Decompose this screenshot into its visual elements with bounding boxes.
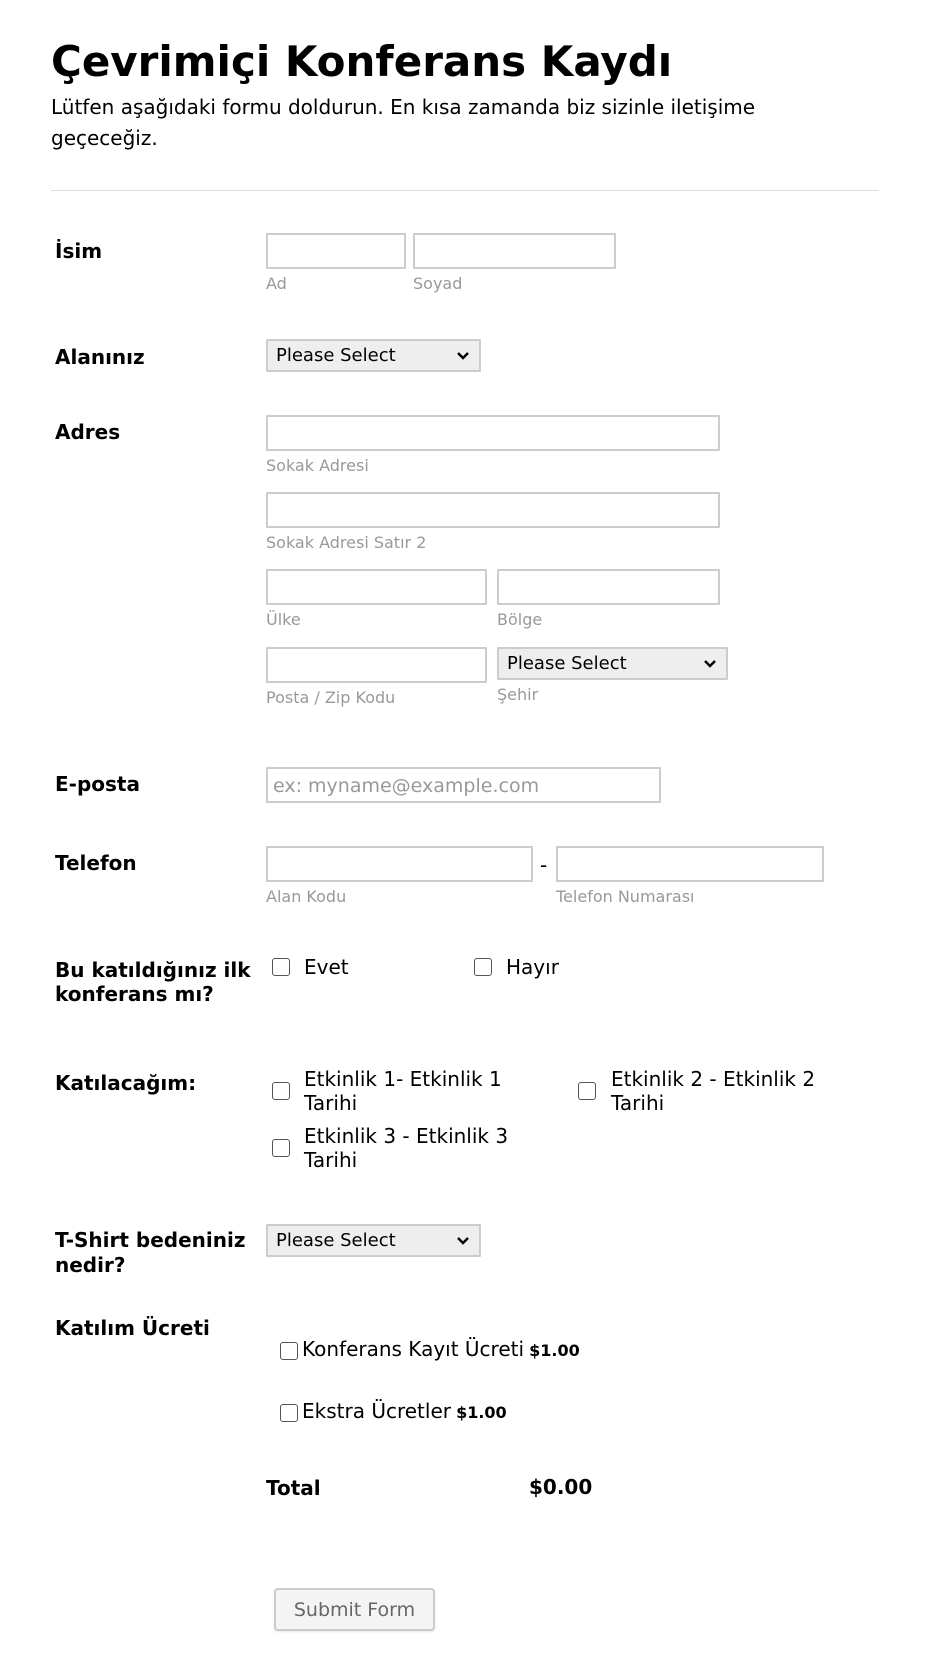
country-sublabel: Ülke	[266, 610, 301, 629]
region-input[interactable]	[497, 569, 720, 605]
tshirt-select[interactable]	[266, 1224, 481, 1257]
fee-label: Katılım Ücreti	[55, 1316, 210, 1340]
region-sublabel: Bölge	[497, 610, 543, 629]
extra-fees-name: Ekstra Ücretler	[302, 1399, 451, 1423]
submit-button[interactable]: Submit Form	[274, 1588, 435, 1631]
phone-number-input[interactable]	[556, 846, 824, 882]
street-address-sublabel: Sokak Adresi	[266, 456, 369, 475]
event2-label-line1: Etkinlik 2 - Etkinlik 2	[611, 1067, 816, 1091]
event3-label-line2: Tarihi	[304, 1148, 358, 1172]
city-sublabel: Şehir	[497, 685, 539, 704]
area-code-sublabel: Alan Kodu	[266, 887, 347, 906]
event2-label-line2: Tarihi	[611, 1091, 665, 1115]
phone-label: Telefon	[55, 851, 137, 875]
zip-code-input[interactable]	[266, 647, 487, 683]
first-name-sublabel: Ad	[266, 274, 287, 293]
no-option-label: Hayır	[506, 955, 559, 979]
zip-code-sublabel: Posta / Zip Kodu	[266, 688, 396, 707]
registration-fee-name: Konferans Kayıt Ücreti	[302, 1337, 525, 1361]
event1-checkbox[interactable]	[272, 1082, 290, 1100]
registration-fee-checkbox[interactable]	[280, 1342, 298, 1360]
city-select-value: Please Select	[507, 652, 627, 674]
country-input[interactable]	[266, 569, 487, 605]
address-label: Adres	[55, 420, 121, 444]
event3-label-line1: Etkinlik 3 - Etkinlik 3	[304, 1124, 509, 1148]
tshirt-select-value: Please Select	[276, 1229, 396, 1251]
form-description: Lütfen aşağıdaki formu doldurun. En kısa zamanda biz sizinle iletişime geçeceğiz.	[51, 95, 756, 150]
registration-fee-item	[302, 1337, 580, 1361]
tshirt-label-line2: nedir?	[55, 1253, 126, 1277]
phone-number-sublabel: Telefon Numarası	[556, 887, 695, 906]
total-label: Total	[266, 1476, 321, 1500]
yes-option-label: Evet	[304, 955, 349, 979]
events-label: Katılacağım:	[55, 1071, 197, 1095]
chevron-down-icon	[455, 348, 471, 364]
last-name-sublabel: Soyad	[413, 274, 463, 293]
first-conference-label-line2: konferans mı?	[55, 982, 214, 1006]
email-input[interactable]: ex: myname@example.com	[266, 767, 661, 803]
email-label: E-posta	[55, 772, 140, 796]
street-address-line2-sublabel: Sokak Adresi Satır 2	[266, 533, 427, 552]
divider	[51, 190, 879, 191]
area-select[interactable]	[266, 339, 481, 372]
name-label: İsim	[55, 239, 103, 263]
page-title: Çevrimiçi Konferans Kaydı	[51, 37, 673, 86]
event3-checkbox[interactable]	[272, 1139, 290, 1157]
first-conference-label-line1: Bu katıldığınız ilk	[55, 958, 251, 982]
extra-fees-checkbox[interactable]	[280, 1404, 298, 1422]
extra-fees-item	[302, 1399, 507, 1423]
first-name-input[interactable]	[266, 233, 406, 269]
event1-label-line2: Tarihi	[304, 1091, 358, 1115]
area-code-input[interactable]	[266, 846, 533, 882]
street-address-input[interactable]	[266, 415, 720, 451]
street-address-line2-input[interactable]	[266, 492, 720, 528]
tshirt-label-line1: T-Shirt bedeniniz	[55, 1228, 246, 1252]
extra-fees-price: $1.00	[456, 1403, 507, 1422]
no-checkbox[interactable]	[474, 958, 492, 976]
yes-checkbox[interactable]	[272, 958, 290, 976]
chevron-down-icon	[702, 656, 718, 672]
event1-label-line1: Etkinlik 1- Etkinlik 1	[304, 1067, 502, 1091]
area-label: Alanınız	[55, 345, 145, 369]
chevron-down-icon	[455, 1233, 471, 1249]
registration-fee-price: $1.00	[529, 1341, 580, 1360]
last-name-input[interactable]	[413, 233, 616, 269]
phone-separator: -	[540, 853, 548, 877]
event2-checkbox[interactable]	[578, 1082, 596, 1100]
city-select[interactable]	[497, 647, 728, 680]
total-value: $0.00	[529, 1475, 593, 1499]
area-select-value: Please Select	[276, 344, 396, 366]
